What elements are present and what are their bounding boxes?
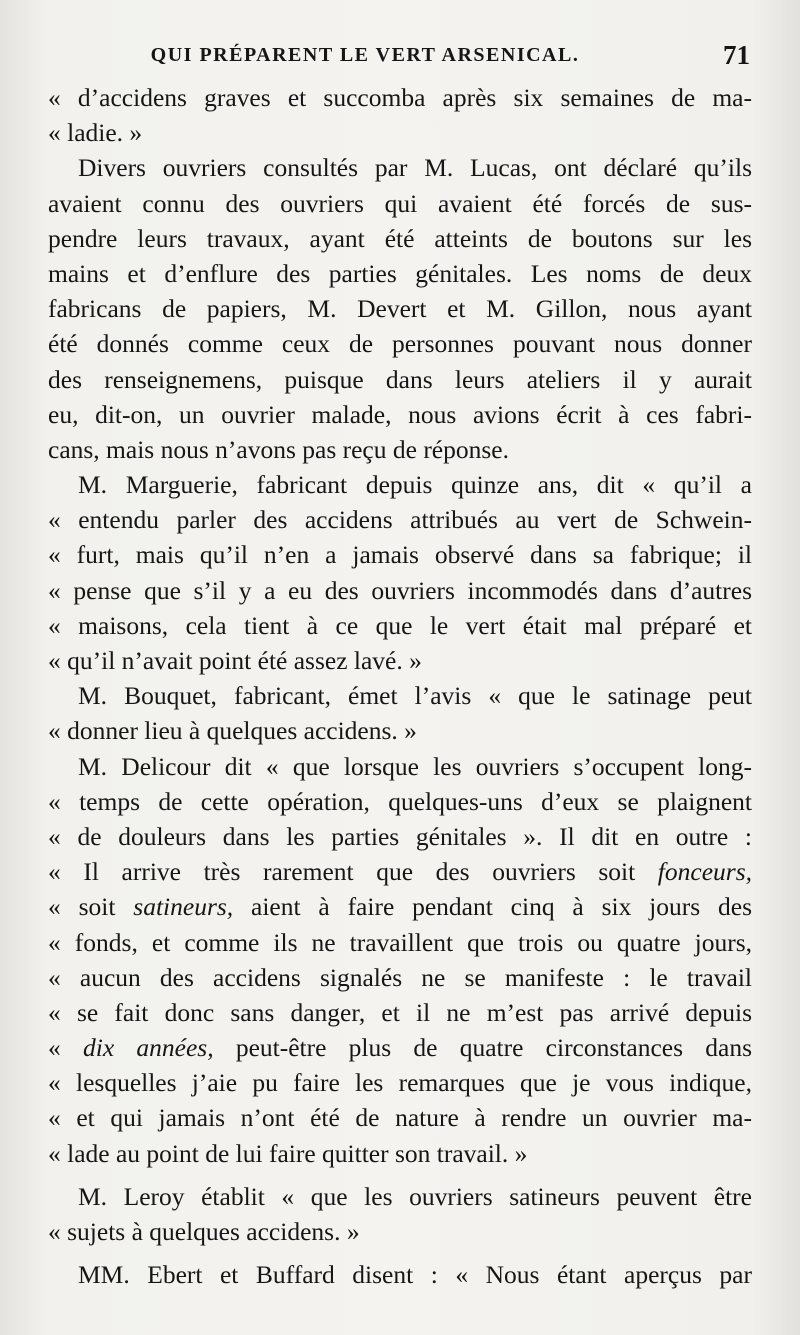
- text-line: MM. Ebert et Buffard disent : « Nous étant aperçus par: [78, 1260, 752, 1290]
- text-line: « entendu parler des accidens attribués au vert de Schwein-: [48, 505, 752, 535]
- italic-term: fonceurs,: [657, 857, 752, 887]
- text-line: « maisons, cela tient à ce que le vert était mal préparé et: [48, 610, 752, 640]
- text-line: « se fait donc sans danger, et il ne m’est pas arrivé depuis: [48, 997, 752, 1027]
- page-number: 71: [723, 40, 750, 70]
- text-line: [48, 889, 752, 924]
- text-line: [48, 854, 752, 889]
- text-line: M. Bouquet, fabricant, émet l’avis « que le satinage peut: [78, 681, 752, 711]
- text-line: fabricans de papiers, M. Devert et M. Gillon, nous ayant: [48, 294, 752, 324]
- running-title: QUI PRÉPARENT LE VERT ARSENICAL.: [150, 44, 580, 66]
- text-line: M. Delicour dit « que lorsque les ouvriers s’occupent long-: [78, 751, 752, 781]
- text-line: cans, mais nous n’avons pas reçu de réponse.: [48, 434, 509, 464]
- text-run: aient à faire pendant cinq à six jours des: [233, 892, 752, 922]
- text-line: « pense que s’il y a eu des ouvriers incommodés dans d’autres: [48, 575, 752, 605]
- text-line: pendre leurs travaux, ayant été atteints de boutons sur les: [48, 223, 752, 253]
- text-line: Divers ouvriers consultés par M. Lucas, ont déclaré qu’ils: [78, 153, 752, 183]
- text-line: « donner lieu à quelques accidens. »: [48, 716, 417, 746]
- text-run: « soit: [48, 892, 134, 922]
- text-line: mains et d’enflure des parties génitales. Les noms de deux: [48, 258, 752, 288]
- page-header: [48, 38, 752, 78]
- text-run: peut-être plus de quatre circonstances dans: [213, 1033, 752, 1063]
- text-line: « fonds, et comme ils ne travaillent que trois ou quatre jours,: [48, 927, 752, 957]
- text-line: « de douleurs dans les parties génitales ». Il dit en outre :: [48, 821, 752, 851]
- italic-term: satineurs,: [133, 892, 234, 922]
- text-run: « Il arrive très rarement que des ouvriers soit: [48, 857, 658, 887]
- text-line: « temps de cette opération, quelques-uns d’eux se plaignent: [48, 786, 752, 816]
- text-line: « d’accidens graves et succomba après six semaines de ma-: [48, 83, 752, 112]
- text-line: M. Leroy établit « que les ouvriers satineurs peuvent être: [78, 1181, 752, 1211]
- body-text: [48, 80, 752, 1292]
- text-line: « furt, mais qu’il n’en a jamais observé dans sa fabrique; il: [48, 540, 752, 570]
- text-line: été donnés comme ceux de personnes pouvant nous donner: [48, 329, 752, 359]
- text-line: « ladie. »: [48, 118, 143, 148]
- italic-term: dix années,: [83, 1033, 214, 1063]
- text-line: « sujets à quelques accidens. »: [48, 1217, 360, 1246]
- text-line: avaient connu des ouvriers qui avaient été forcés de sus-: [48, 188, 752, 218]
- text-line: [48, 1030, 752, 1065]
- text-run: «: [48, 1033, 83, 1063]
- text-line: « lesquelles j’aie pu faire les remarques que je vous indique,: [48, 1068, 752, 1098]
- text-line: « aucun des accidens signalés ne se manifeste : le travail: [48, 962, 752, 992]
- text-line: M. Marguerie, fabricant depuis quinze ans, dit « qu’il a: [78, 470, 752, 500]
- text-line: des renseignemens, puisque dans leurs ateliers il y aurait: [48, 364, 752, 394]
- text-line: eu, dit-on, un ouvrier malade, nous avions écrit à ces fabri-: [48, 399, 752, 429]
- text-line: « qu’il n’avait point été assez lavé. »: [48, 646, 422, 675]
- text-line: « lade au point de lui faire quitter son travail. »: [48, 1138, 528, 1168]
- text-line: « et qui jamais n’ont été de nature à rendre un ouvrier ma-: [48, 1103, 752, 1133]
